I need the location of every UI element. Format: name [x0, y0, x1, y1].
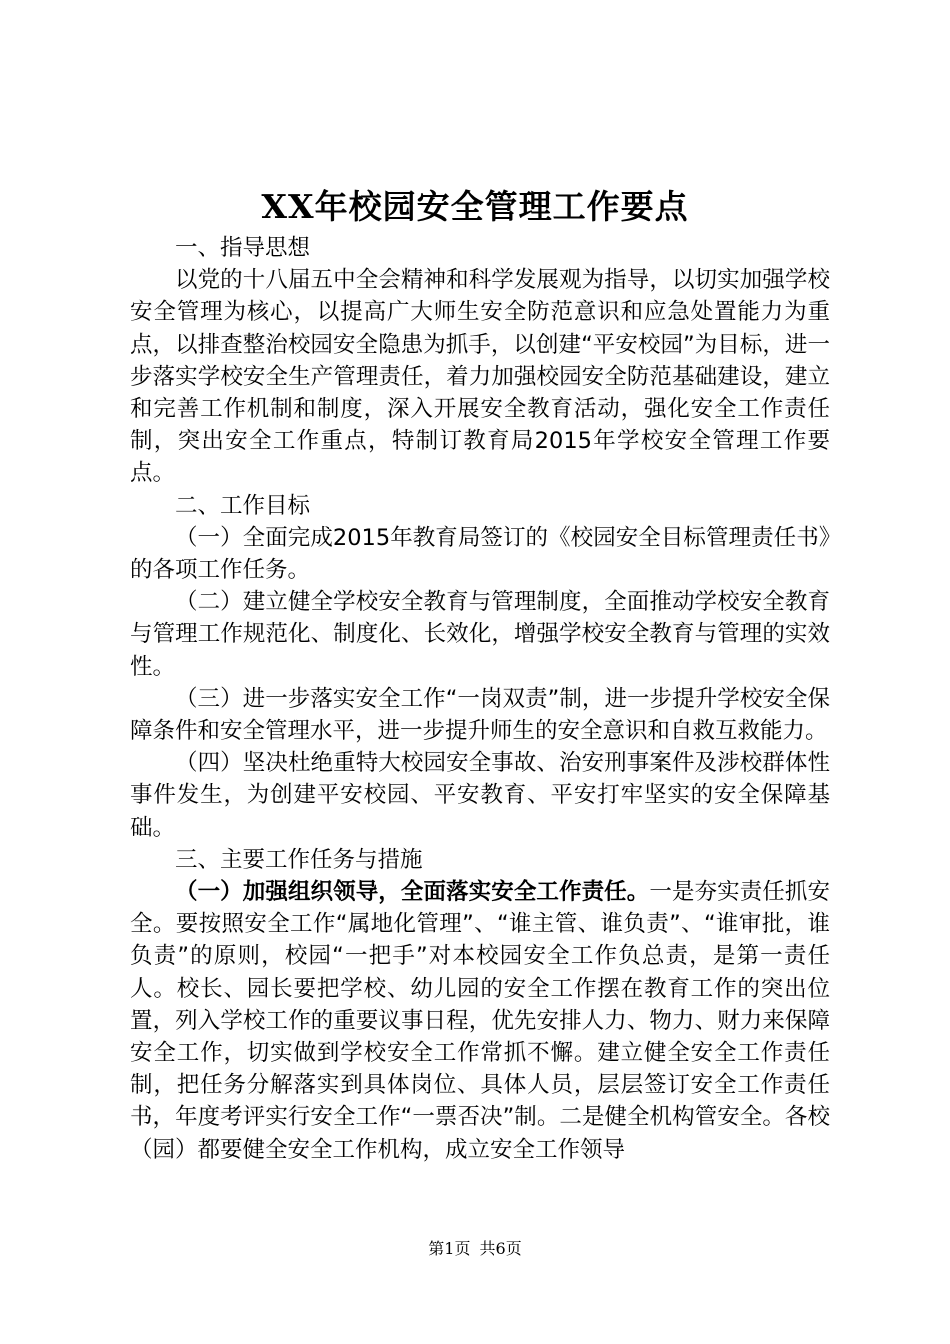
- paragraph-task-1-lead: （一）加强组织领导，全面落实安全工作责任。: [175, 879, 650, 906]
- section-heading-main-tasks: 三、主要工作任务与措施: [175, 846, 423, 873]
- document-title: XX年校园安全管理工作要点: [261, 187, 689, 226]
- paragraph-task-1-text: 一是夯实责任抓安全。要按照安全工作“属地化管理”、“谁主管、谁负责”、“谁审批，谁负责”的原则，校园“一把手”对本校园安全工作负总责，是第一责任人。校长、园长要把学校、幼儿园的安全工作摆在教育工作的突出位置，列入学校工作的重要议事日程，优先安排人力、物力、财力来保障安全工作，切实做到学校安全工作常抓不懈。建立健全安全工作责任制，把任务分解落实到具体岗位、具体人员，层层签订安全工作责任书，年度考评实行安全工作“一票否决”制。二是健全机构管安全。各校（园）都要健全安全工作机构，成立安全工作领导: [130, 879, 830, 1163]
- section-heading-guiding-thought: 一、指导思想: [175, 235, 311, 261]
- paragraph-guiding-thought: 以党的十八届五中全会精神和科学发展观为指导，以切实加强学校安全管理为核心，以提高广大师生安全防范意识和应急处置能力为重点，以排查整治校园安全隐患为抓手，以创建“平安校园”为目标，进一步落实学校安全生产管理责任，着力加强校园安全防范基础建设，建立和完善工作机制和制度，深入开展安全教育活动，强化安全工作责任制，突出安全工作重点，特制订教育局2015年学校安全管理工作要点。: [130, 267, 830, 487]
- paragraph-goal-3: （三）进一步落实安全工作“一岗双责”制，进一步提升学校安全保障条件和安全管理水平，进一步提升师生的安全意识和自救互救能力。: [130, 685, 830, 745]
- paragraph-goal-1: （一）全面完成2015年教育局签订的《校园安全目标管理责任书》的各项工作任务。: [130, 524, 830, 584]
- page-footer: [0, 1238, 950, 1260]
- paragraph-task-1: [130, 876, 830, 1166]
- paragraph-goal-2: （二）建立健全学校安全教育与管理制度，全面推动学校安全教育与管理工作规范化、制度化、长效化，增强学校安全教育与管理的实效性。: [130, 589, 830, 680]
- paragraph-goal-4: （四）坚决杜绝重特大校园安全事故、治安刑事案件及涉校群体性事件发生，为创建平安校园、平安教育、平安打牢坚实的安全保障基础。: [130, 750, 830, 841]
- page-total: 共6页: [479, 1239, 522, 1258]
- page-number: 第1页: [428, 1239, 471, 1258]
- section-heading-work-goals: 二、工作目标: [175, 492, 311, 519]
- document-body: [130, 232, 830, 1166]
